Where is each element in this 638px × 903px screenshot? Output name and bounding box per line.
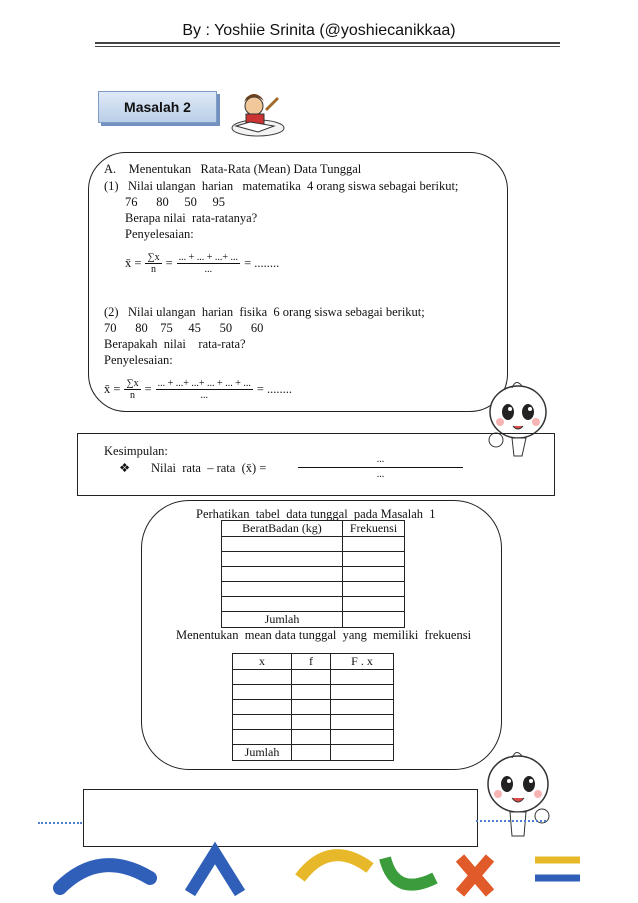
equals-sign: =: [165, 256, 173, 270]
table-row: [222, 552, 405, 567]
q2-solution-label: Penyelesaian:: [104, 353, 173, 367]
sum-fraction: [124, 378, 140, 401]
table-cell: [343, 537, 405, 552]
math-symbols-decoration: [40, 838, 630, 900]
table-row: [233, 700, 394, 715]
table-cell: [331, 685, 394, 700]
table-row: [233, 715, 394, 730]
section-tag: Masalah 2: [98, 91, 217, 123]
equals-sign: =: [144, 382, 152, 396]
table-header-cell: BeratBadan (kg): [222, 521, 343, 537]
conclusion-fraction: [298, 455, 463, 480]
table-cell: [292, 685, 331, 700]
table-row: [222, 537, 405, 552]
table-header-cell: f: [292, 654, 331, 670]
q1-values: 76 80 50 95: [125, 195, 225, 209]
q1-blank-numerator: ... + ... + ...+ ...: [178, 252, 239, 263]
table-header-cell: x: [233, 654, 292, 670]
mascot-character-icon: [478, 750, 558, 840]
table-header-row: [222, 521, 405, 537]
table-cell: [331, 730, 394, 745]
q2-values: 70 80 75 45 50 60: [104, 321, 264, 335]
table-cell: [233, 730, 292, 745]
table-cell: [222, 552, 343, 567]
table1-caption: Perhatikan tabel data tunggal pada Masalah 1: [196, 507, 436, 521]
table-cell: [343, 582, 405, 597]
q2-blank-fraction: [156, 378, 253, 401]
part-a-title: A. Menentukan Rata-Rata (Mean) Data Tunggal: [104, 162, 362, 176]
bullet-icon: ❖: [119, 461, 131, 475]
table-total-row: [233, 745, 394, 761]
table-cell: [222, 567, 343, 582]
header-rule: [95, 42, 560, 44]
sum-numerator: ∑x: [147, 252, 160, 263]
q1-text: (1) Nilai ulangan harian matematika 4 orang siswa sebagai berikut;: [104, 179, 459, 193]
q1-solution-label: Penyelesaian:: [125, 227, 194, 241]
xbar-symbol: x̄ =: [125, 256, 142, 270]
table-cell: [331, 745, 394, 761]
q2-question: Berapakah nilai rata-rata?: [104, 337, 246, 351]
table-cell: [233, 700, 292, 715]
table-cell: [292, 745, 331, 761]
conclusion-numerator: ...: [298, 455, 463, 468]
table-row: [233, 685, 394, 700]
table-row: [222, 597, 405, 612]
q1-result: = ........: [244, 256, 280, 270]
q2-text: (2) Nilai ulangan harian fisika 6 orang siswa sebagai berikut;: [104, 305, 425, 319]
table-cell: [222, 537, 343, 552]
table-cell: [222, 597, 343, 612]
q2-blank-numerator: ... + ...+ ...+ ... + ... + ...: [157, 378, 251, 389]
table-cell: [331, 670, 394, 685]
table-row: [222, 567, 405, 582]
q2-result: = ........: [256, 382, 293, 396]
q1-blank-fraction: [177, 252, 240, 275]
table-header-row: [233, 654, 394, 670]
table-row: [233, 670, 394, 685]
q1-blank-denominator: ...: [204, 264, 213, 275]
table-header-cell: F . x: [331, 654, 394, 670]
conclusion-title: Kesimpulan:: [104, 444, 168, 458]
header-rule-thin: [95, 46, 560, 47]
student-writing-icon: [228, 92, 286, 138]
sum-denominator: n: [151, 264, 156, 275]
decorative-dots: [476, 820, 546, 822]
total-label: Jumlah: [222, 612, 343, 628]
table-total-row: [222, 612, 405, 628]
table-cell: [222, 582, 343, 597]
table-header-cell: Frekuensi: [343, 521, 405, 537]
table-cell: [331, 700, 394, 715]
table-cell: [292, 670, 331, 685]
conclusion-text: Nilai rata – rata (x̄) =: [151, 461, 267, 475]
sum-fraction: [145, 252, 161, 275]
q2-formula: [104, 378, 292, 401]
table-cell: [233, 715, 292, 730]
table-cell: [292, 700, 331, 715]
table-row: [233, 730, 394, 745]
table-cell: [343, 567, 405, 582]
table-cell: [331, 715, 394, 730]
table2-caption: Menentukan mean data tunggal yang memiliki frekuensi: [176, 628, 472, 642]
table-cell: [343, 552, 405, 567]
table-cell: [292, 730, 331, 745]
decorative-dots: [38, 822, 82, 824]
q1-formula: [125, 252, 279, 275]
table-row: [222, 582, 405, 597]
weight-table: [221, 520, 405, 628]
q2-blank-denominator: ...: [200, 390, 208, 401]
xbar-symbol: x̄ =: [104, 382, 121, 396]
frequency-table: [232, 653, 394, 761]
page-header: By : Yoshiie Srinita (@yoshiecanikkaa): [182, 22, 456, 39]
table-cell: [343, 597, 405, 612]
conclusion-denominator: ...: [376, 469, 385, 480]
table-cell: [233, 685, 292, 700]
total-label: Jumlah: [233, 745, 292, 761]
table-cell: [343, 612, 405, 628]
sum-denominator: n: [130, 390, 135, 401]
table-cell: [292, 715, 331, 730]
table-cell: [233, 670, 292, 685]
sum-numerator: ∑x: [126, 378, 139, 389]
q1-question: Berapa nilai rata-ratanya?: [125, 211, 258, 225]
